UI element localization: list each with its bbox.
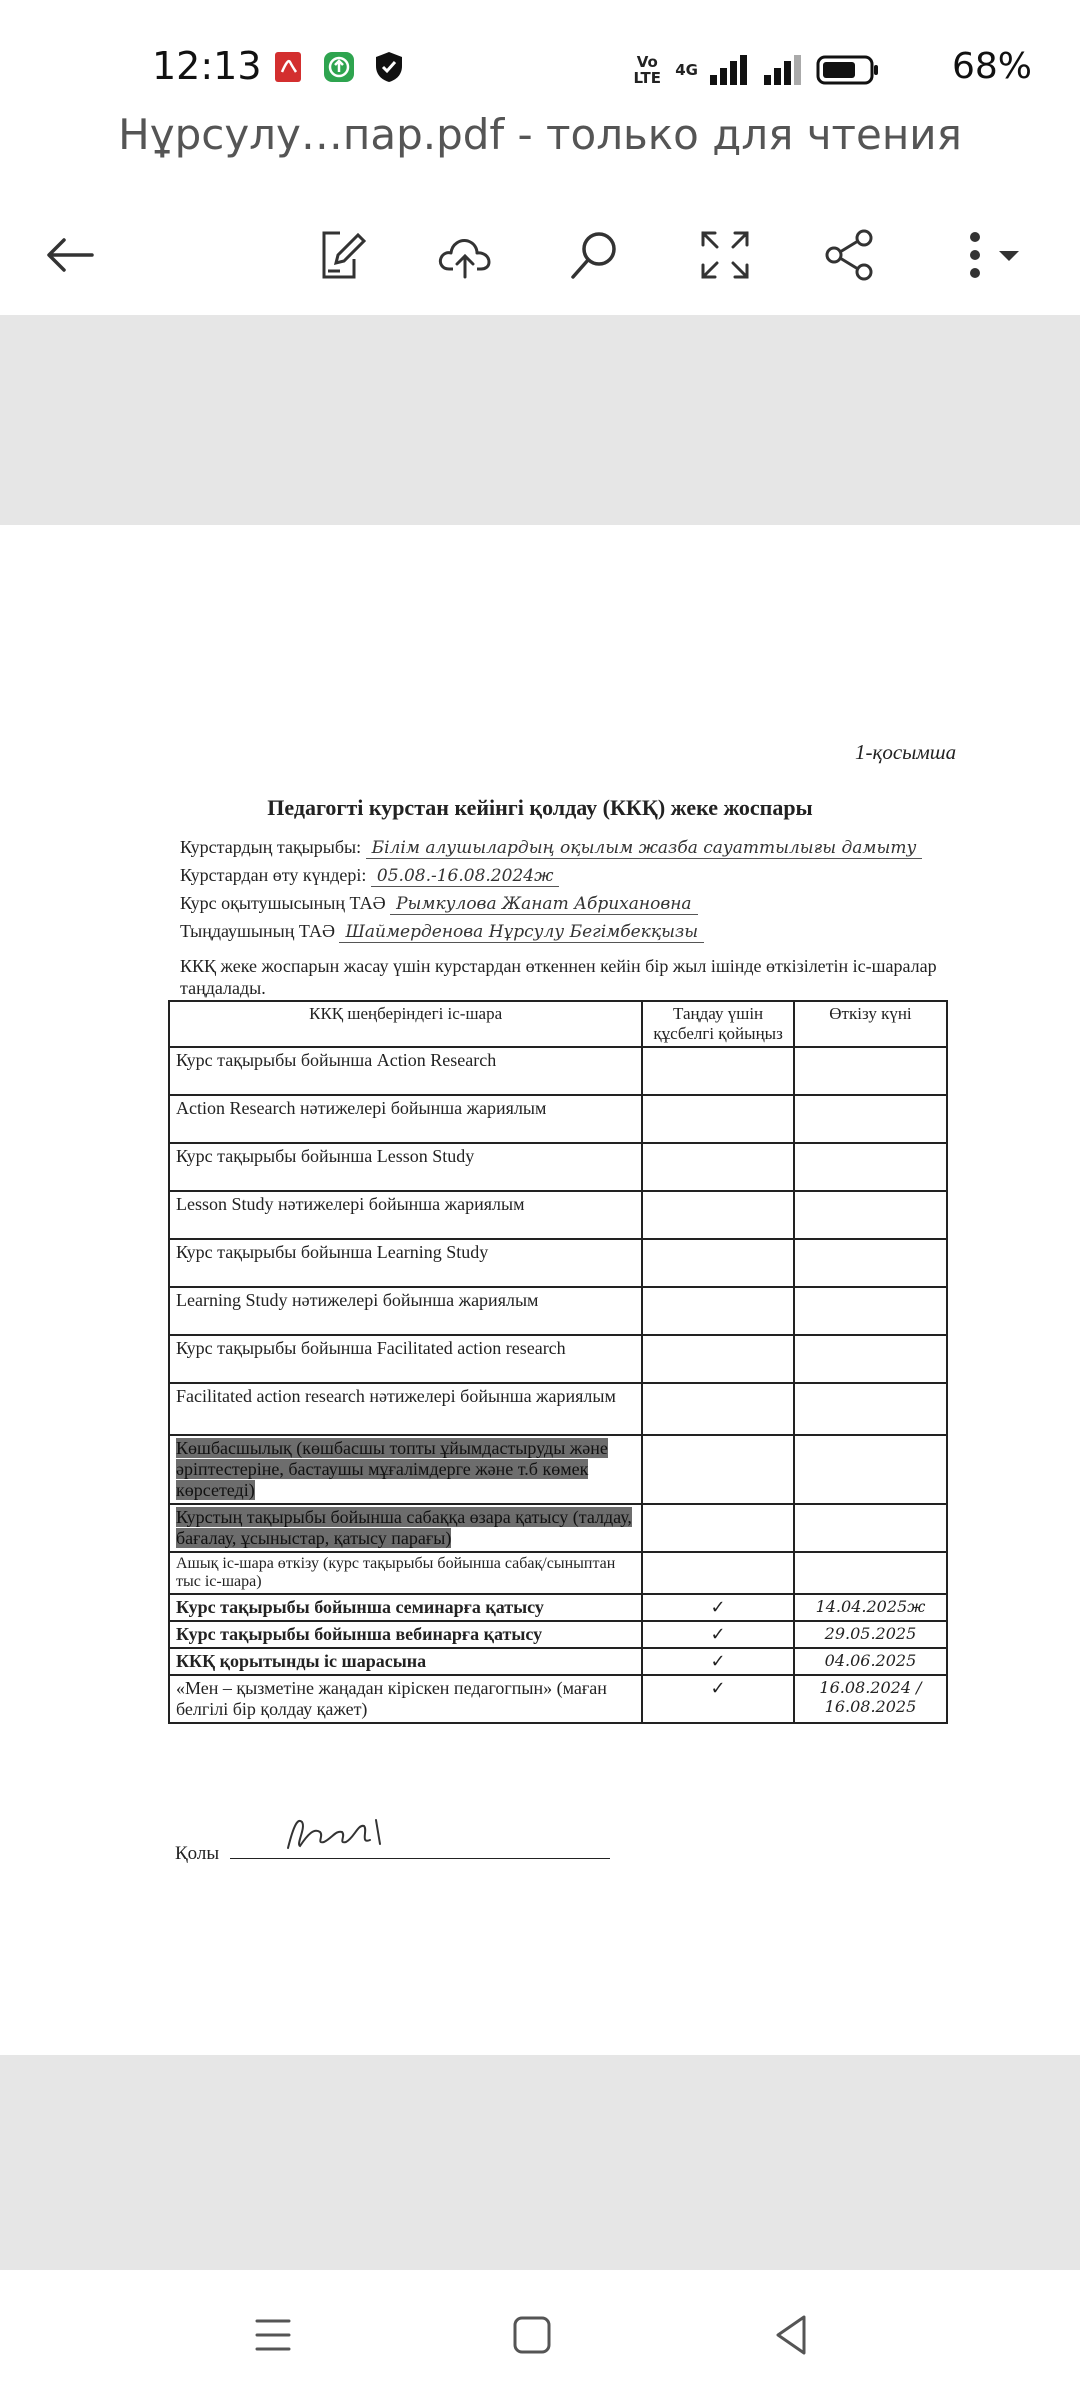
document-title: Нұрсулу…пар.pdf - только для чтения — [118, 110, 962, 159]
signal-icon — [708, 53, 752, 87]
search-icon — [565, 225, 625, 285]
check-cell — [642, 1335, 794, 1383]
edit-button[interactable] — [300, 215, 380, 295]
volte-label: Vo LTE — [633, 53, 662, 87]
activity-cell: Курс тақырыбы бойынша Action Research — [169, 1047, 642, 1095]
date-cell — [794, 1191, 947, 1239]
activity-cell: Курс тақырыбы бойынша вебинарға қатысу — [169, 1621, 642, 1648]
check-cell — [642, 1435, 794, 1504]
activity-cell: Action Research нәтижелері бойынша жариялым — [169, 1095, 642, 1143]
table-row — [169, 1047, 947, 1095]
table-row — [169, 1383, 947, 1435]
info-listener-name — [180, 921, 704, 942]
pdf-page[interactable] — [0, 525, 1080, 2055]
info-trainer-name — [180, 893, 698, 914]
table-row — [169, 1504, 947, 1552]
activity-cell: Learning Study нәтижелері бойынша жариялым — [169, 1287, 642, 1335]
table-row — [169, 1239, 947, 1287]
table-row — [169, 1143, 947, 1191]
share-button[interactable] — [810, 215, 890, 295]
field-value-handwritten: Шаймерденова Нұрсулу Бегімбекқызы — [339, 922, 704, 943]
date-cell — [794, 1239, 947, 1287]
home-icon[interactable] — [502, 2305, 562, 2365]
signal-icon-2 — [762, 53, 806, 87]
recent-apps-icon[interactable] — [243, 2305, 303, 2365]
check-cell: ✓ — [642, 1621, 794, 1648]
check-cell — [642, 1095, 794, 1143]
back-arrow-icon — [40, 225, 100, 285]
check-cell — [642, 1143, 794, 1191]
viewer-background-top — [0, 315, 1080, 525]
check-cell: ✓ — [642, 1648, 794, 1675]
table-row — [169, 1648, 947, 1675]
info-course-dates — [180, 865, 559, 886]
field-value-handwritten: Білім алушылардың оқылым жазба сауаттылығы дамыту — [366, 838, 923, 859]
activity-cell: «Мен – қызметіне жаңадан кіріскен педагогпын» (маған белгілі бір қолдау қажет) — [169, 1675, 642, 1723]
signature-label: Қолы — [175, 1843, 220, 1864]
date-cell — [794, 1435, 947, 1504]
field-value-handwritten: 05.08.-16.08.2024ж — [371, 866, 559, 887]
column-header-activity: ККҚ шеңберіндегі іс-шара — [169, 1001, 642, 1047]
activity-cell: Курс тақырыбы бойынша Lesson Study — [169, 1143, 642, 1191]
date-cell — [794, 1335, 947, 1383]
check-cell — [642, 1239, 794, 1287]
intro-text: ККҚ жеке жоспарын жасау үшін курстардан өткеннен кейін бір жыл ішінде өткізілетін іс-шаралар таңдалады. — [180, 956, 937, 998]
signature-field — [175, 1840, 610, 1865]
table-row — [169, 1435, 947, 1504]
date-cell: 16.08.2024 / 16.08.2025 — [794, 1675, 947, 1723]
table-row — [169, 1675, 947, 1723]
check-cell — [642, 1504, 794, 1552]
table-header-row — [169, 1001, 947, 1047]
battery-percent: 68% — [951, 46, 1032, 87]
signature-scribble — [280, 1814, 390, 1854]
document-heading: Педагогті курстан кейінгі қолдау (ККҚ) жеке жоспары — [267, 795, 813, 820]
upload-app-icon — [322, 50, 356, 84]
search-button[interactable] — [555, 215, 635, 295]
activity-cell: Курс тақырыбы бойынша Facilitated action research — [169, 1335, 642, 1383]
upload-button[interactable] — [425, 215, 505, 295]
fullscreen-button[interactable] — [685, 215, 765, 295]
table-row — [169, 1335, 947, 1383]
date-cell — [794, 1504, 947, 1552]
activity-cell: Курс тақырыбы бойынша Learning Study — [169, 1239, 642, 1287]
share-icon — [820, 225, 880, 285]
check-cell — [642, 1287, 794, 1335]
date-cell — [794, 1143, 947, 1191]
date-cell — [794, 1552, 947, 1594]
check-cell — [642, 1552, 794, 1594]
toolbar — [0, 195, 1080, 315]
column-header-date: Өткізу күні — [794, 1001, 947, 1047]
check-cell: ✓ — [642, 1594, 794, 1621]
signature-line — [230, 1840, 610, 1859]
network-type-label: 4G — [675, 61, 698, 79]
field-label: Курстардан өту күндері: — [180, 865, 367, 885]
system-icons — [629, 50, 880, 90]
appendix-label: 1-қосымша — [855, 740, 957, 764]
column-header-check: Таңдау үшін құсбелгі қойыңыз — [642, 1001, 794, 1047]
check-cell: ✓ — [642, 1675, 794, 1723]
activity-cell — [169, 1435, 642, 1504]
activity-cell: Facilitated action research нәтижелері бойынша жариялым — [169, 1383, 642, 1435]
highlighted-text: Көшбасшылық (көшбасшы топты ұйымдастыруды және әріптестеріне, бастаушы мұғалімдерге және т.б көмек көрсетеді) — [176, 1438, 608, 1500]
table-row — [169, 1095, 947, 1143]
edit-icon — [310, 225, 370, 285]
cloud-upload-icon — [435, 225, 495, 285]
field-label: Курс оқытушысының ТАӘ — [180, 893, 386, 913]
check-cell — [642, 1383, 794, 1435]
table-row — [169, 1191, 947, 1239]
pdf-app-icon — [272, 50, 306, 84]
activity-cell: ККҚ қорытынды іс шарасына — [169, 1648, 642, 1675]
highlighted-text: Курстың тақырыбы бойынша сабаққа өзара қатысу (талдау, бағалау, ұсыныстар, қатысу парағы) — [176, 1507, 632, 1548]
check-cell — [642, 1191, 794, 1239]
table-row — [169, 1287, 947, 1335]
date-cell: 29.05.2025 — [794, 1621, 947, 1648]
viewer-background-bottom — [0, 2055, 1080, 2270]
date-cell — [794, 1095, 947, 1143]
info-course-topic — [180, 837, 922, 858]
table-row — [169, 1594, 947, 1621]
back-nav-icon[interactable] — [762, 2305, 822, 2365]
activity-cell: Ашық іс-шара өткізу (курс тақырыбы бойынша сабақ/сыныптан тыс іс-шара) — [169, 1552, 642, 1594]
activity-cell: Lesson Study нәтижелері бойынша жариялым — [169, 1191, 642, 1239]
activity-cell: Курс тақырыбы бойынша семинарға қатысу — [169, 1594, 642, 1621]
field-label: Курстардың тақырыбы: — [180, 837, 362, 857]
battery-icon — [816, 53, 880, 87]
status-time: 12:13 — [152, 44, 262, 88]
date-cell — [794, 1047, 947, 1095]
check-cell — [642, 1047, 794, 1095]
more-icon — [955, 225, 1035, 285]
field-value-handwritten: Рымкулова Жанат Абрихановна — [390, 894, 697, 915]
back-button[interactable] — [30, 215, 110, 295]
date-cell: 14.04.2025ж — [794, 1594, 947, 1621]
field-label: Тыңдаушының ТАӘ — [180, 921, 335, 941]
status-bar — [0, 0, 1080, 120]
date-cell: 04.06.2025 — [794, 1648, 947, 1675]
fullscreen-icon — [695, 225, 755, 285]
date-cell — [794, 1383, 947, 1435]
date-cell — [794, 1287, 947, 1335]
shield-icon — [372, 50, 406, 84]
table-row — [169, 1552, 947, 1594]
activity-cell — [169, 1504, 642, 1552]
plan-table — [168, 1000, 948, 1724]
navigation-bar — [0, 2270, 1080, 2400]
more-button[interactable] — [945, 215, 1045, 295]
table-row — [169, 1621, 947, 1648]
